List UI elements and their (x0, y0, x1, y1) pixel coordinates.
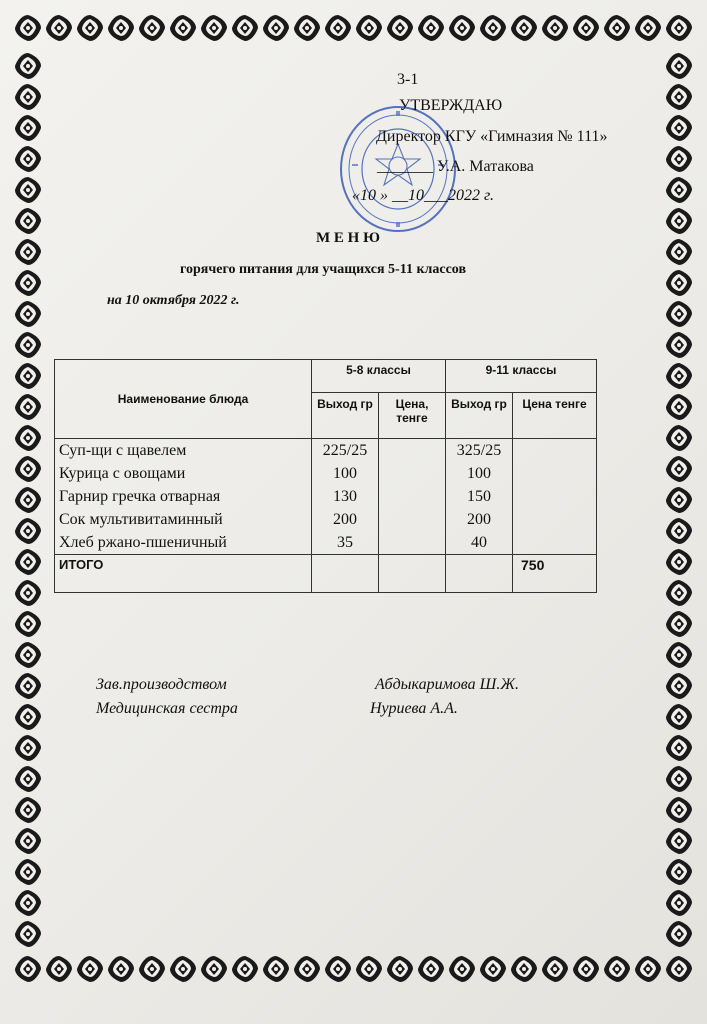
yield-value: 100 (333, 465, 357, 482)
ornament-leaf-icon (355, 14, 383, 42)
ornament-leaf-icon (293, 955, 321, 983)
ornament-leaf-icon (14, 858, 42, 886)
header-group-9-11: 9-11 классы (446, 360, 597, 393)
ornament-leaf-icon (14, 765, 42, 793)
ornament-leaf-icon (76, 14, 104, 42)
ornament-leaf-icon (169, 955, 197, 983)
yield-5-8-cell (312, 439, 379, 555)
ornament-leaf-icon (138, 955, 166, 983)
ornament-leaf-icon (665, 610, 693, 638)
ornament-leaf-icon (665, 52, 693, 80)
ornament-leaf-icon (665, 517, 693, 545)
ornament-leaf-icon (665, 14, 693, 42)
ornament-leaf-icon (665, 548, 693, 576)
yield-value: 100 (467, 465, 491, 482)
ornament-leaf-icon (665, 145, 693, 173)
header-price-9-11: Цена тенге (513, 393, 597, 439)
dish-name: Сок мультивитаминный (59, 511, 223, 528)
ornament-leaf-icon (603, 955, 631, 983)
menu-date: на 10 октября 2022 г. (107, 293, 240, 308)
ornament-leaf-icon (14, 955, 42, 983)
ornament-leaf-icon (76, 955, 104, 983)
ornament-leaf-icon (665, 672, 693, 700)
ornament-leaf-icon (14, 52, 42, 80)
ornament-leaf-icon (138, 14, 166, 42)
ornament-leaf-icon (14, 238, 42, 266)
yield-value: 325/25 (456, 442, 502, 459)
yield-value: 200 (333, 511, 357, 528)
ornament-leaf-icon (479, 14, 507, 42)
total-empty-cell (446, 555, 513, 593)
ornament-leaf-icon (14, 455, 42, 483)
ornament-leaf-icon (665, 331, 693, 359)
yield-value: 200 (467, 511, 491, 528)
ornament-leaf-icon (417, 14, 445, 42)
document-number: 3-1 (397, 71, 419, 88)
yield-value: 150 (467, 488, 491, 505)
ornament-leaf-icon (14, 920, 42, 948)
ornament-leaf-icon (14, 300, 42, 328)
director-name: _______ У.А. Матакова (377, 158, 534, 175)
signature-role-production: Зав.производством (96, 676, 227, 693)
ornament-leaf-icon (14, 207, 42, 235)
ornament-leaf-icon (541, 14, 569, 42)
ornament-leaf-icon (665, 920, 693, 948)
ornament-leaf-icon (448, 14, 476, 42)
ornament-leaf-icon (200, 955, 228, 983)
yield-value: 35 (337, 534, 353, 551)
ornament-leaf-icon (14, 83, 42, 111)
ornament-leaf-icon (14, 362, 42, 390)
ornament-leaf-icon (665, 362, 693, 390)
ornament-leaf-icon (665, 83, 693, 111)
ornament-leaf-icon (510, 955, 538, 983)
dish-name: Суп-щи с щавелем (59, 442, 187, 459)
signature-name-production: Абдыкаримова Ш.Ж. (375, 676, 519, 693)
header-yield-9-11: Выход гр (446, 393, 513, 439)
ornament-leaf-icon (169, 14, 197, 42)
menu-table (54, 359, 597, 593)
ornament-leaf-icon (665, 765, 693, 793)
price-5-8-cell (379, 439, 446, 555)
ornament-leaf-icon (45, 955, 73, 983)
ornament-leaf-icon (14, 331, 42, 359)
ornament-leaf-icon (665, 796, 693, 824)
ornament-leaf-icon (665, 579, 693, 607)
approval-date: «10 » __10___2022 г. (352, 187, 495, 204)
ornament-leaf-icon (572, 955, 600, 983)
ornament-leaf-icon (634, 14, 662, 42)
menu-subtitle: горячего питания для учащихся 5-11 классов (180, 262, 467, 277)
ornament-leaf-icon (665, 238, 693, 266)
ornament-leaf-icon (386, 14, 414, 42)
total-label: ИТОГО (55, 555, 312, 593)
yield-value: 40 (471, 534, 487, 551)
ornament-leaf-icon (634, 955, 662, 983)
total-empty-cell (379, 555, 446, 593)
ornament-leaf-icon (14, 889, 42, 917)
ornament-leaf-icon (417, 955, 445, 983)
ornament-leaf-icon (14, 672, 42, 700)
dish-name: Курица с овощами (59, 465, 186, 482)
ornament-leaf-icon (14, 14, 42, 42)
ornament-leaf-icon (541, 955, 569, 983)
ornament-leaf-icon (324, 955, 352, 983)
ornament-leaf-icon (355, 955, 383, 983)
header-group-5-8: 5-8 классы (312, 360, 446, 393)
ornament-leaf-icon (14, 734, 42, 762)
ornament-leaf-icon (14, 269, 42, 297)
ornament-leaf-icon (665, 703, 693, 731)
ornament-leaf-icon (665, 486, 693, 514)
ornament-leaf-icon (14, 393, 42, 421)
dish-name: Гарнир гречка отварная (59, 488, 221, 505)
ornament-leaf-icon (14, 424, 42, 452)
ornament-leaf-icon (665, 300, 693, 328)
ornament-leaf-icon (45, 14, 73, 42)
header-price-5-8: Цена, тенге (379, 393, 446, 439)
approval-heading: УТВЕРЖДАЮ (399, 97, 503, 114)
ornament-leaf-icon (665, 176, 693, 204)
ornament-leaf-icon (665, 858, 693, 886)
ornament-leaf-icon (665, 424, 693, 452)
ornament-leaf-icon (14, 703, 42, 731)
header-yield-5-8: Выход гр (312, 393, 379, 439)
header-dish-name: Наименование блюда (55, 360, 312, 439)
ornament-leaf-icon (665, 207, 693, 235)
dish-names-cell (55, 439, 312, 555)
ornament-leaf-icon (603, 14, 631, 42)
ornament-leaf-icon (14, 145, 42, 173)
ornament-leaf-icon (262, 14, 290, 42)
ornament-leaf-icon (107, 955, 135, 983)
ornament-leaf-icon (14, 517, 42, 545)
ornament-leaf-icon (386, 955, 414, 983)
ornament-leaf-icon (14, 641, 42, 669)
ornament-leaf-icon (14, 610, 42, 638)
ornament-leaf-icon (107, 14, 135, 42)
ornament-leaf-icon (293, 14, 321, 42)
ornament-leaf-icon (665, 641, 693, 669)
ornament-leaf-icon (14, 579, 42, 607)
price-9-11-cell (513, 439, 597, 555)
yield-9-11-cell (446, 439, 513, 555)
ornament-leaf-icon (665, 455, 693, 483)
yield-value: 130 (333, 488, 357, 505)
dish-name: Хлеб ржано-пшеничный (59, 534, 227, 551)
ornament-leaf-icon (14, 486, 42, 514)
ornament-leaf-icon (14, 827, 42, 855)
ornament-leaf-icon (665, 269, 693, 297)
ornament-leaf-icon (448, 955, 476, 983)
ornament-leaf-icon (14, 114, 42, 142)
ornament-leaf-icon (665, 889, 693, 917)
ornament-leaf-icon (231, 14, 259, 42)
signature-name-nurse: Нуриева А.А. (370, 700, 458, 717)
menu-title: М Е Н Ю (316, 230, 380, 246)
ornament-leaf-icon (665, 827, 693, 855)
ornament-leaf-icon (665, 955, 693, 983)
ornament-leaf-icon (14, 176, 42, 204)
yield-value: 225/25 (322, 442, 368, 459)
director-title: Директор КГУ «Гимназия № 111» (376, 128, 608, 145)
ornament-leaf-icon (231, 955, 259, 983)
ornament-leaf-icon (572, 14, 600, 42)
ornament-leaf-icon (510, 14, 538, 42)
total-value: 750 (513, 555, 597, 593)
ornament-leaf-icon (14, 796, 42, 824)
ornament-leaf-icon (324, 14, 352, 42)
ornament-leaf-icon (665, 114, 693, 142)
total-empty-cell (312, 555, 379, 593)
ornament-leaf-icon (665, 734, 693, 762)
ornament-leaf-icon (479, 955, 507, 983)
ornament-leaf-icon (14, 548, 42, 576)
ornament-leaf-icon (262, 955, 290, 983)
signature-role-nurse: Медицинская сестра (96, 700, 238, 717)
ornament-leaf-icon (665, 393, 693, 421)
ornament-leaf-icon (200, 14, 228, 42)
